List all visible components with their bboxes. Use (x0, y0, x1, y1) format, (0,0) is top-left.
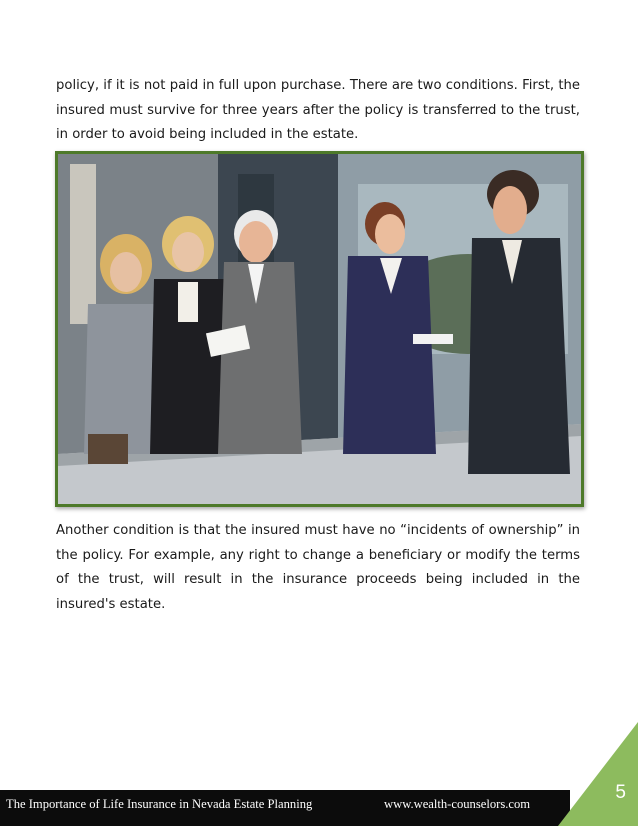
photo-illustration (58, 154, 581, 504)
paragraph-1: policy, if it is not paid in full upon purchase. There are two conditions. First, the insured must survive for three years after the policy is transferred to the trust, in order to avoid being included in the estate. (56, 78, 580, 142)
page-number: 5 (615, 782, 626, 803)
paragraph-2: Another condition is that the insured must have no “incidents of ownership” in the policy. For example, any right to change a beneficiary or modify the terms of the trust, will result in the insurance proceeds being included in the insured's estate. (56, 523, 580, 612)
page-corner-triangle (558, 722, 638, 826)
footer-website: www.wealth-counselors.com (384, 797, 531, 811)
footer-document-title: The Importance of Life Insurance in Nevada Estate Planning (6, 797, 313, 811)
business-meeting-photo (55, 151, 584, 507)
